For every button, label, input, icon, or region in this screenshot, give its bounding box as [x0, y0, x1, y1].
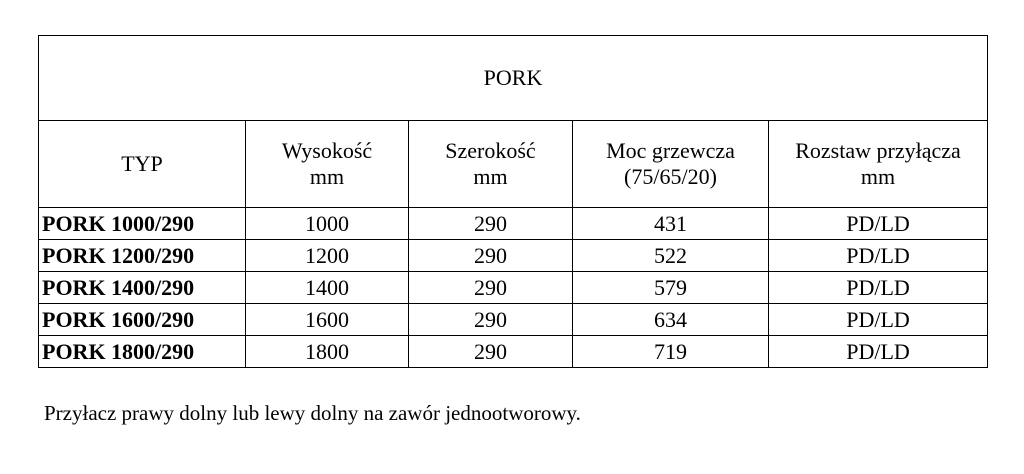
table-row [39, 208, 988, 240]
cell-type: PORK 1000/290 [39, 208, 246, 240]
cell-connection-spacing: PD/LD [769, 240, 988, 272]
table-row [39, 336, 988, 368]
column-header-height-label: Wysokość [281, 138, 373, 163]
column-header-height-unit: mm [309, 164, 345, 189]
cell-heat-output: 579 [573, 272, 769, 304]
cell-width: 290 [409, 208, 573, 240]
table-title-row [39, 36, 988, 121]
cell-height: 1600 [246, 304, 409, 336]
column-header-width-label: Szerokość [445, 138, 536, 163]
connection-note: Przyłacz prawy dolny lub lewy dolny na zawór jednootworowy. [44, 401, 581, 425]
cell-type: PORK 1600/290 [39, 304, 246, 336]
cell-width: 290 [409, 240, 573, 272]
table-row [39, 272, 988, 304]
table-row [39, 304, 988, 336]
cell-height: 1800 [246, 336, 409, 368]
column-header-connection-spacing-label: Rozstaw przyłącza [795, 138, 961, 163]
column-header-heat-output-label: Moc grzewcza [606, 138, 735, 163]
cell-height: 1200 [246, 240, 409, 272]
column-header-type [39, 121, 246, 208]
column-header-heat-output [573, 121, 769, 208]
cell-type: PORK 1200/290 [39, 240, 246, 272]
table-header-row [39, 121, 988, 208]
cell-width: 290 [409, 304, 573, 336]
cell-width: 290 [409, 272, 573, 304]
cell-type: PORK 1800/290 [39, 336, 246, 368]
cell-connection-spacing: PD/LD [769, 304, 988, 336]
cell-type: PORK 1400/290 [39, 272, 246, 304]
cell-heat-output: 431 [573, 208, 769, 240]
cell-connection-spacing: PD/LD [769, 208, 988, 240]
cell-heat-output: 634 [573, 304, 769, 336]
column-header-type-label: TYP [121, 151, 163, 176]
column-header-heat-output-condition: (75/65/20) [624, 164, 717, 189]
column-header-connection-spacing [769, 121, 988, 208]
table-title: PORK [39, 36, 988, 121]
cell-height: 1400 [246, 272, 409, 304]
cell-heat-output: 522 [573, 240, 769, 272]
cell-connection-spacing: PD/LD [769, 336, 988, 368]
product-spec-table [38, 35, 988, 368]
column-header-width-unit: mm [473, 164, 508, 189]
column-header-width [409, 121, 573, 208]
column-header-height [246, 121, 409, 208]
cell-heat-output: 719 [573, 336, 769, 368]
cell-width: 290 [409, 336, 573, 368]
cell-height: 1000 [246, 208, 409, 240]
cell-connection-spacing: PD/LD [769, 272, 988, 304]
table-row [39, 240, 988, 272]
column-header-connection-spacing-unit: mm [860, 164, 896, 189]
